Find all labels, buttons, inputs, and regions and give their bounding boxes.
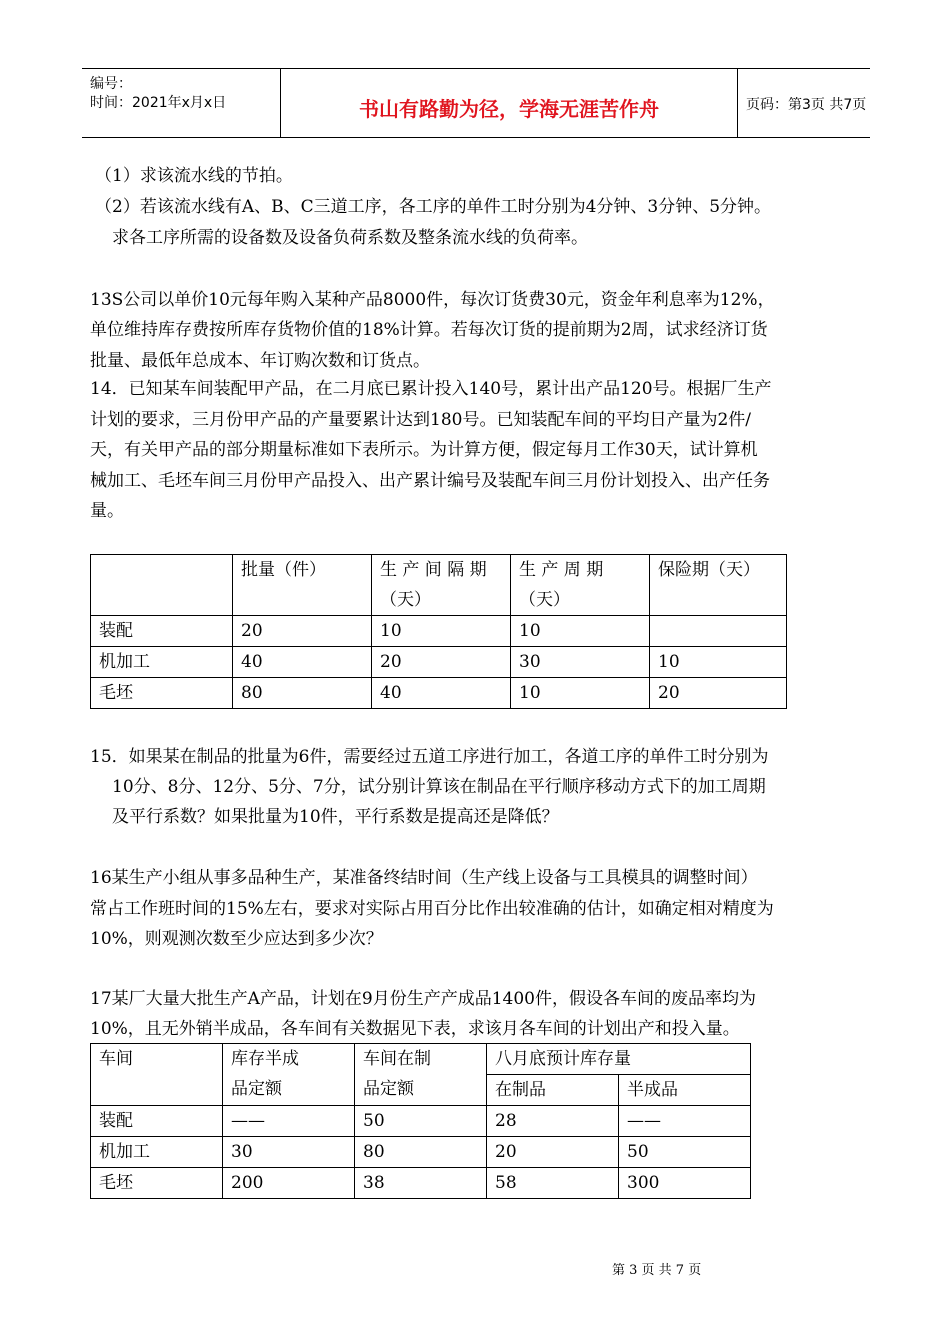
table-cell: 80	[233, 678, 372, 709]
table-cell: 28	[487, 1106, 619, 1137]
table-cell: 50	[619, 1137, 751, 1168]
q12-line: 求各工序所需的设备数及设备负荷系数及整条流水线的负荷率。	[112, 228, 588, 248]
q17-line: 10%，且无外销半成品，各车间有关数据见下表，求该月各车间的计划出产和投入量。	[90, 1019, 740, 1039]
table-cell: 38	[355, 1168, 487, 1199]
table-header-cell: 八月底预计库存量	[487, 1044, 751, 1075]
q16-line: 10%，则观测次数至少应达到多少次？	[90, 929, 383, 949]
q16-line: 16某生产小组从事多品种生产，某准备终结时间（生产线上设备与工具模具的调整时间）	[90, 868, 758, 888]
period-standard-table	[90, 554, 787, 709]
table-row	[91, 1044, 751, 1075]
table-header-cell: 保险期（天）	[650, 555, 787, 616]
table-cell: 10	[511, 616, 650, 647]
table-row	[91, 678, 787, 709]
table-cell: 20	[487, 1137, 619, 1168]
header-meta-cell	[82, 69, 280, 137]
table-header-cell: 车间	[91, 1044, 223, 1106]
stock-header-line: 库存半成	[231, 1049, 299, 1069]
q12-line: （1）求该流水线的节拍。	[95, 166, 293, 186]
table-cell: 10	[511, 678, 650, 709]
table-cell: 装配	[91, 1106, 223, 1137]
q12-line: （2）若该流水线有A、B、C三道工序，各工序的单件工时分别为4分钟、3分钟、5分钟。	[95, 197, 772, 217]
table-cell: ——	[223, 1106, 355, 1137]
table-header-cell	[355, 1044, 487, 1106]
wip-header-line: 品定额	[363, 1079, 414, 1099]
q13-line: 批量、最低年总成本、年订购次数和订货点。	[90, 351, 430, 371]
table-header-cell: （天）	[511, 585, 650, 616]
table-cell: 40	[233, 647, 372, 678]
table-cell: 10	[372, 616, 511, 647]
table-row	[91, 647, 787, 678]
table-cell: 20	[372, 647, 511, 678]
table-cell: 30	[223, 1137, 355, 1168]
table-row	[91, 1168, 751, 1199]
q14-line: 械加工、毛坯车间三月份甲产品投入、出产累计编号及装配车间三月份计划投入、出产任务	[90, 471, 770, 491]
table-cell: 10	[650, 647, 787, 678]
table-cell: ——	[619, 1106, 751, 1137]
workshop-inventory-table	[90, 1043, 751, 1199]
table-cell: 毛坯	[91, 678, 233, 709]
table-cell: 装配	[91, 616, 233, 647]
page-footer: 第 3 页 共 7 页	[612, 1263, 702, 1278]
table-header-cell: （天）	[372, 585, 511, 616]
table-header-cell: 生 产 间 隔 期	[372, 555, 511, 586]
table-cell	[650, 616, 787, 647]
header-motto: 书山有路勤为径，学海无涯苦作舟	[359, 97, 659, 121]
table-row	[91, 555, 787, 586]
q15-line: 及平行系数？如果批量为10件，平行系数是提高还是降低？	[112, 807, 559, 827]
table-cell: 50	[355, 1106, 487, 1137]
table-cell: 80	[355, 1137, 487, 1168]
page-header	[82, 68, 870, 138]
q17-line: 17某厂大量大批生产A产品，计划在9月份生产产成品1400件，假设各车间的废品率均为	[90, 989, 756, 1009]
table-header-cell: 在制品	[487, 1075, 619, 1106]
table-row	[91, 1137, 751, 1168]
header-motto-cell	[280, 69, 738, 137]
table-cell: 20	[650, 678, 787, 709]
table-header-cell: 批量（件）	[233, 555, 372, 616]
table-cell	[91, 555, 233, 616]
header-page-cell	[736, 69, 870, 137]
q13-line: 单位维持库存费按所库存货物价值的18%计算。若每次订货的提前期为2周，试求经济订货	[90, 320, 768, 340]
table-cell: 200	[223, 1168, 355, 1199]
q15-line: 10分、8分、12分、5分、7分，试分别计算该在制品在平行顺序移动方式下的加工周期	[112, 777, 766, 797]
table-row	[91, 616, 787, 647]
table-cell: 58	[487, 1168, 619, 1199]
stock-header-line: 品定额	[231, 1079, 282, 1099]
q13-line: 13S公司以单价10元每年购入某种产品8000件，每次订货费30元，资金年利息率为12%，	[90, 290, 775, 310]
table-cell: 毛坯	[91, 1168, 223, 1199]
table-row	[91, 1106, 751, 1137]
table-cell: 40	[372, 678, 511, 709]
wip-header-line: 车间在制	[363, 1049, 431, 1069]
q14-line: 14．已知某车间装配甲产品，在二月底已累计投入140号，累计出产品120号。根据厂生产	[90, 379, 772, 399]
q16-line: 常占工作班时间的15%左右，要求对实际占用百分比作出较准确的估计，如确定相对精度为	[90, 899, 774, 919]
q14-line: 天，有关甲产品的部分期量标准如下表所示。为计算方便，假定每月工作30天，试计算机	[90, 440, 758, 460]
document-date-label: 时间：2021年x月x日	[90, 95, 227, 111]
table-cell: 30	[511, 647, 650, 678]
table-header-cell: 半成品	[619, 1075, 751, 1106]
table-cell: 20	[233, 616, 372, 647]
table-header-cell: 生 产 周 期	[511, 555, 650, 586]
q15-line: 15．如果某在制品的批量为6件，需要经过五道工序进行加工，各道工序的单件工时分别为	[90, 747, 769, 767]
table-header-cell	[223, 1044, 355, 1106]
table-cell: 300	[619, 1168, 751, 1199]
header-page-info: 页码：第3页 共7页	[746, 97, 867, 113]
q14-line: 量。	[90, 501, 124, 521]
q14-line: 计划的要求，三月份甲产品的产量要累计达到180号。已知装配车间的平均日产量为2件/	[90, 410, 751, 430]
document-number-label: 编号：	[90, 76, 132, 92]
table-cell: 机加工	[91, 1137, 223, 1168]
table-cell: 机加工	[91, 647, 233, 678]
